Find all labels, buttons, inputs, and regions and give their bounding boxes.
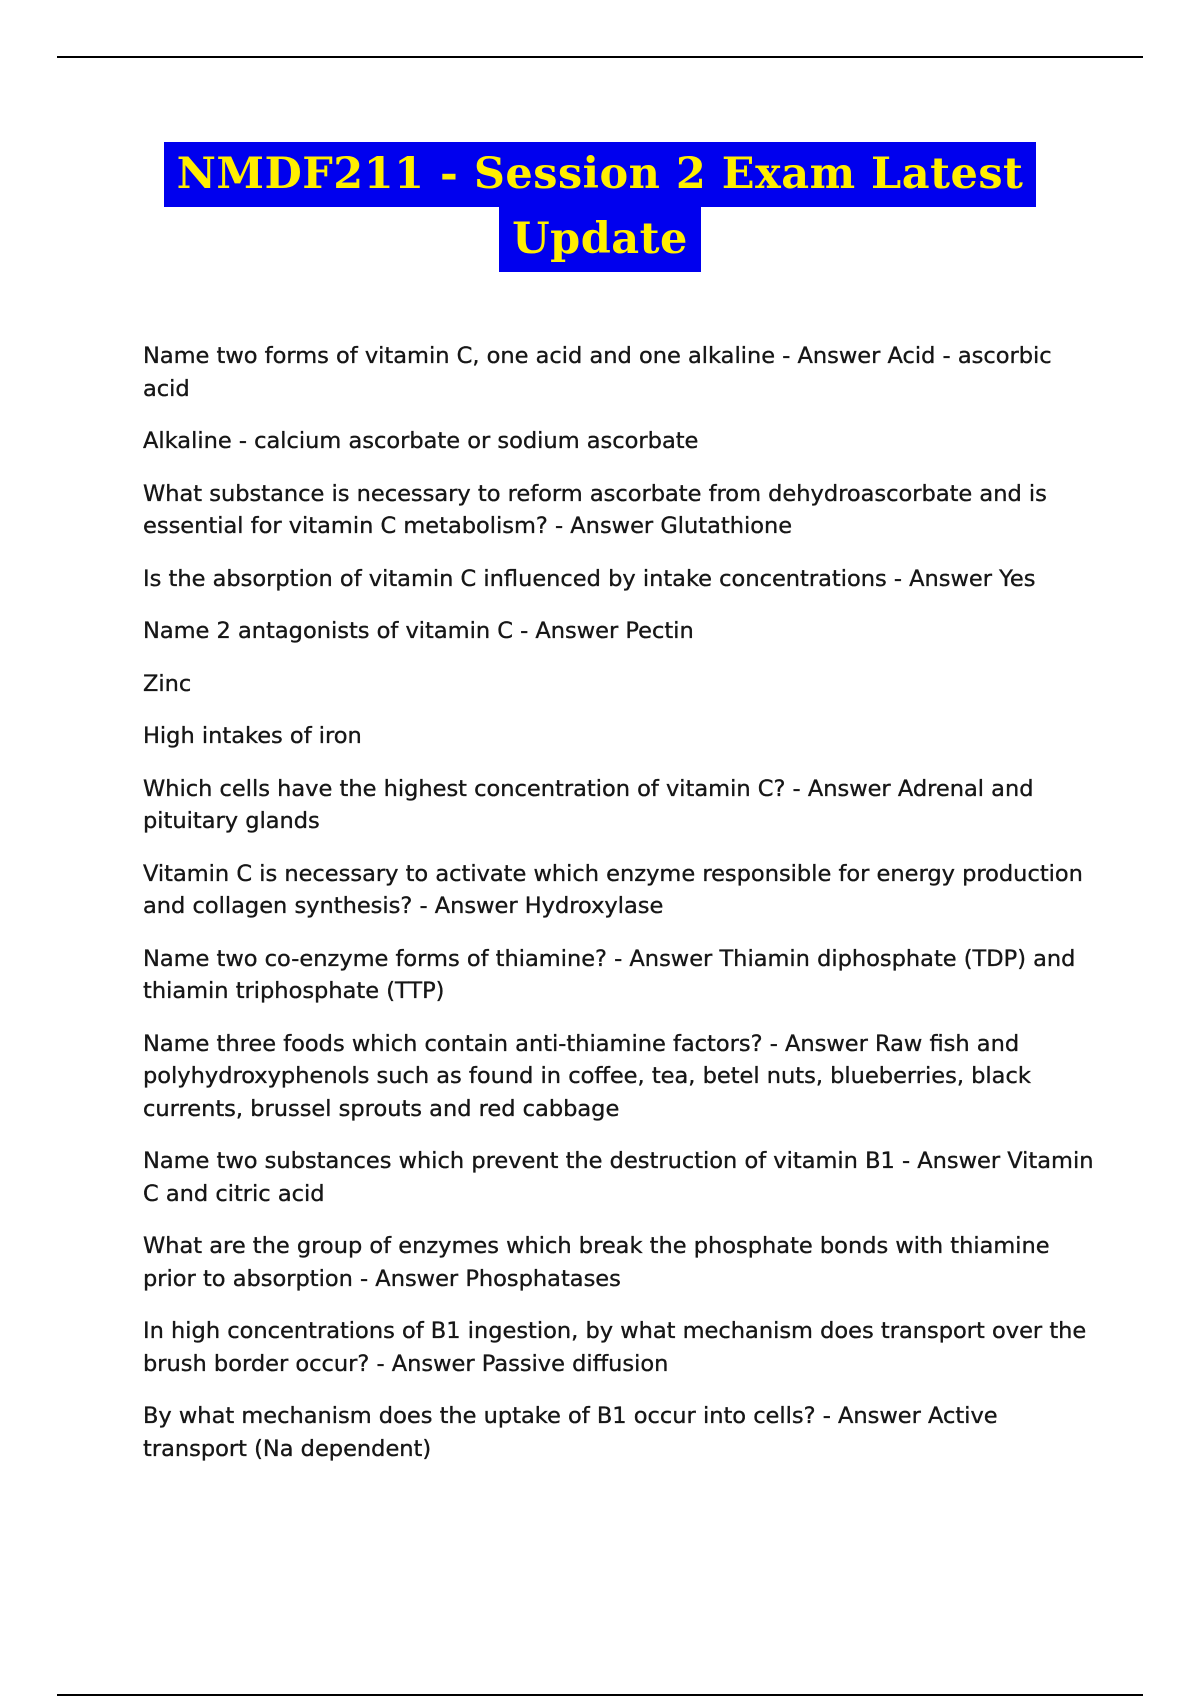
qa-item: Which cells have the highest concentration of vitamin C? - Answer Adrenal and pituitary glands [143,775,1034,834]
qa-item: Alkaline - calcium ascorbate or sodium ascorbate [143,428,699,454]
qa-list [143,340,1103,1485]
qa-item: By what mechanism does the uptake of B1 occur into cells? - Answer Active transport (Na dependent) [143,1403,998,1462]
qa-item: What substance is necessary to reform ascorbate from dehydroascorbate and is essential for vitamin C metabolism? - Answer Glutathione [143,480,1047,539]
qa-item: What are the group of enzymes which break the phosphate bonds with thiamine prior to absorption - Answer Phosphatases [143,1233,1050,1292]
qa-item: Name two co-enzyme forms of thiamine? - Answer Thiamin diphosphate (TDP) and thiamin triphosphate (TTP) [143,945,1076,1004]
qa-item: Is the absorption of vitamin C influenced by intake concentrations - Answer Yes [143,565,1036,592]
qa-item: Name two forms of vitamin C, one acid and one alkaline - Answer Acid - ascorbic acid [143,343,1052,402]
qa-item: In high concentrations of B1 ingestion, by what mechanism does transport over the brush border occur? - Answer Passive diffusion [143,1318,1087,1377]
title-line-2: Update [499,207,701,272]
qa-item: Zinc [143,670,192,697]
page-title [0,142,1200,272]
top-rule [57,56,1143,58]
qa-item: Name three foods which contain anti-thiamine factors? - Answer Raw fish and polyhydroxyphenols such as found in coffee, tea, betel nuts, blueberries, black currents, brussel sprouts and red cabbage [143,1030,1031,1122]
title-line-1: NMDF211 - Session 2 Exam Latest [164,142,1037,207]
qa-item: High intakes of iron [143,723,362,749]
qa-item: Name two substances which prevent the destruction of vitamin B1 - Answer Vitamin C and citric acid [143,1148,1094,1207]
qa-item: Name 2 antagonists of vitamin C - Answer Pectin [143,618,694,644]
qa-item: Vitamin C is necessary to activate which enzyme responsible for energy production and collagen synthesis? - Answer Hydroxylase [143,860,1083,919]
bottom-rule [57,1694,1143,1696]
